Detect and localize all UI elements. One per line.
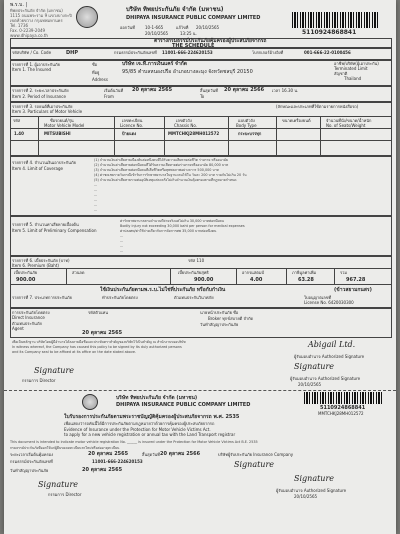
cert-title-th: ใบรับรองการประกันภัยตามพระราชบัญญัติคุ้มครองผู้ประสบภัยจากรถ พ.ศ. 2535 <box>64 414 240 420</box>
vehicle-label-en: Item 3. Particulars of Motor Vehicle <box>12 109 83 114</box>
signature-authorized-3: Signature <box>294 474 335 483</box>
print-date-1: 10-1-665 <box>145 25 164 30</box>
vehicle-note: (ลักษณะและประเภทที่ใช้ตามรายการหนังสือรถ) <box>276 104 359 109</box>
prem-val-total: 967.28 <box>346 277 366 283</box>
prem-col-stamp: อากรแสตมป์ <box>242 270 265 275</box>
print-date-3: 20/10/2565 <box>145 31 169 36</box>
premium-amount-text: ใช้เงินประกันภัยตามพ.ร.บ.ไม่ใช่ที่ประกันภัย หรือกับกำเงิน <box>100 287 226 293</box>
issue-label: วันทำสัญญาประกันภัย <box>200 322 239 327</box>
coverage-line-2: (2) จำนวนเงินค่าเสียหายต่อหนึ่งคนที่ได้รับความเสียหายต่อร่างกายหรืออนามัย 80,000 บาท <box>94 163 229 167</box>
coverage-line-7: ... <box>94 188 98 192</box>
top-note: พ.ร.บ. | <box>10 2 28 8</box>
sender-line-2: 1115 ถนนพระราม 9 แขวงบางกะปิ <box>10 13 72 18</box>
type-label: รายการที่ 7. ประเภทการประกันภัย <box>12 295 72 300</box>
prem-col-premium: เบี้ยประกันภัย <box>14 270 38 275</box>
col-seats-th: จำนวนที่นั่ง/ขนาด/น้ำหนัก <box>326 118 372 123</box>
receipt-company-th: บริษัท ทิพยประกันภัย จำกัด (มหาชน) <box>116 395 198 401</box>
prem-val-net: 900.00 <box>194 277 214 283</box>
policy-barcode <box>292 12 380 28</box>
prelim-label-en: Item 5. Limit of Preliminary Compensation <box>12 228 97 233</box>
cert-period-to: 20 ตุลาคม 2566 <box>160 451 201 457</box>
sender-line-1: ทิพยประกันภัย จำกัด (มหาชน) <box>10 8 63 13</box>
period-label-th: รายการที่ 2. ระยะเวลาประกันภัย <box>12 88 69 93</box>
col-body-en: Body Type <box>236 123 257 128</box>
cert-issue-label: วันทำสัญญาประกันภัย <box>10 468 49 473</box>
policy-no-value: 11001-666-224620153 <box>162 50 213 55</box>
receipt-barcode-number: 5110924868841 <box>320 405 366 411</box>
col-code: รหัส <box>13 118 21 123</box>
col-chassis-th: เลขตัวถัง <box>176 118 192 123</box>
sender-line-3: เขตห้วยขวาง กรุงเทพมหานคร <box>10 18 63 23</box>
prem-val-vat: 63.28 <box>298 277 314 283</box>
direct-label: การประกันภัยโดยตรง <box>12 310 50 315</box>
occupation-value: Terminated Limit <box>334 66 368 71</box>
receipt-company-en: DHIPAYA INSURANCE PUBLIC COMPANY LIMITED <box>116 402 251 408</box>
broker-name: Broker ทุกข์สบายดี จำกัด <box>208 316 254 321</box>
col-body-th: แบบตัวถัง <box>238 118 255 123</box>
col-plate-th: เลขทะเบียน <box>122 118 143 123</box>
coverage-line-5: (5) จำนวนเงินค่าเสียหายรวมต่ออุบัติเหตุแต่ละครั้งไม่เกินจำนวนเงินคุ้มครองตามที่กฎหมายกำหนด <box>94 178 237 182</box>
prelim-line-3: ค่าปลงศพ/ค่าใช้จ่ายเกี่ยวกับการจัดการศพ 35,000 บาทต่อหนึ่งคน <box>120 229 217 233</box>
prelim-line-2: Bodily injury not exceeding 30,000 baht per person for medical expenses <box>120 224 245 228</box>
insured-address-label-en: Address <box>92 77 108 82</box>
prem-col-vat: ภาษีมูลค่าเพิ่ม <box>292 270 317 275</box>
premium-amount-words: (ข้าวสยามกนสร) <box>334 287 372 293</box>
coverage-line-9: ... <box>94 198 98 202</box>
print-date-2: 20/10/2565 <box>196 25 220 30</box>
prelim-line-7: ... <box>120 249 124 253</box>
coverage-label-en: Item 4. Limit of Coverage <box>12 166 63 171</box>
authorized-date: 20/10/2565 <box>298 382 322 387</box>
cert-period-from: 20 ตุลาคม 2565 <box>88 451 129 457</box>
cert-issue-date: 20 ตุลาคม 2565 <box>82 467 123 473</box>
vehicle-chassis: MMTCHKJ28MH012572 <box>168 131 220 136</box>
col-model-en: Motor Vehicle Model <box>44 123 85 128</box>
direct-label-en: Direct Insurance <box>12 315 45 320</box>
prelim-line-1: ค่ารักษาพยาบาลตามจำนวนที่จ่ายจริงแต่ไม่เกิน 30,000 บาทต่อหนึ่งคน <box>120 219 224 223</box>
coverage-label-th: รายการที่ 4. จำนวนเงินเอาประกันภัย <box>12 160 76 165</box>
coverage-line-11: ... <box>94 208 98 212</box>
schedule-title-en: THE SCHEDULE <box>172 43 215 49</box>
nationality-value: Thailand <box>344 76 362 81</box>
prelim-label-th: รายการที่ 5. จำนวนค่าเสียหายเบื้องต้น <box>12 222 79 227</box>
cert-sub-en: to apply for a new vehicle registration or annual tax with the Land Transport registrar <box>64 432 236 437</box>
print-code: แก้ไขที่ <box>176 25 189 30</box>
vehicle-code: 1.40 <box>14 131 24 136</box>
coverage-line-4: (4) ค่าชดเชยรายวันกรณีเข้ารับการรักษาพยาบาลในฐานะคนไข้ใน วันละ 200 บาท รวมกันไม่เกิน 20 วัน <box>94 173 247 177</box>
vehicle-body: กระบะบรรทุก <box>238 131 262 136</box>
period-to-label-en: To <box>200 94 205 99</box>
director-label-1: กรรมการ Director <box>22 378 56 383</box>
print-label-1: ออกวันที่ <box>120 25 135 30</box>
code-value: DHP <box>66 50 78 56</box>
cert-policy-value: 11001-666-224620153 <box>92 459 143 464</box>
sender-line-6: www.dhipaya.co.th <box>10 33 48 38</box>
premium-label-en: Item 6. Premium (Baht) <box>12 263 59 268</box>
issue-date: 20 ตุลาคม 2565 <box>82 330 123 336</box>
signature-authorized-1: Abigail Ltd. <box>308 340 356 349</box>
authorized-label-2: ผู้รับมอบอำนาจ Authorized Signature <box>290 376 361 381</box>
policy-sheet <box>4 0 396 534</box>
col-model-th: ชื่อรถยนต์/รุ่น <box>50 118 74 123</box>
vehicle-model: MITSUBISHI <box>44 131 71 136</box>
coverage-line-6: ... <box>94 183 98 187</box>
sender-line-5: Fax. 0-2239-2049 <box>10 28 46 33</box>
period-time-label: เวลา 16.30 น. <box>272 88 299 93</box>
coverage-line-8: ... <box>94 193 98 197</box>
period-to-value: 20 ตุลาคม 2566 <box>224 87 265 93</box>
prem-val-premium: 900.00 <box>16 277 36 283</box>
prelim-line-6: ... <box>120 244 124 248</box>
authorized-label-3: ผู้รับมอบอำนาจ Authorized Signature <box>276 488 347 493</box>
premium-code: รหัส 110 <box>188 258 205 263</box>
type-option-2: ตัวแทนประกันวินาศภัย <box>174 295 214 300</box>
code-label: รหัสบริษัท / Co. Code <box>12 50 52 55</box>
vehicle-plate: ป้ายแดง <box>122 131 137 136</box>
license-no: License No. 6420030300 <box>304 300 354 305</box>
signature-director-1: Signature <box>34 366 75 375</box>
period-from-label-en: From <box>104 94 114 99</box>
cert-sub-th: เพื่อแสดงว่ารถคันนี้ได้มีการประกันภัยตามกฎหมายว่าด้วยการคุ้มครองผู้ประสบภัยจากรถ <box>64 421 215 426</box>
col-cc-th: ขนาดเครื่องยนต์ <box>282 118 311 123</box>
ref-label: โบรกเกอร์อ้างอิงที่ <box>252 50 284 55</box>
insured-label-en: Item 1. The Insured <box>12 67 52 72</box>
ref-value: 001-666-22-0100456 <box>304 50 351 55</box>
signature-authorized-2: Signature <box>294 362 335 371</box>
coverage-line-10: ... <box>94 203 98 207</box>
vehicle-label-th: รายการที่ 3. รถยนต์ที่เอาประกันภัย <box>12 104 73 109</box>
period-from-value: 20 ตุลาคม 2565 <box>132 87 173 93</box>
type-option-3: ใบอนุญาตเลขที่ <box>304 295 332 300</box>
company-logo-icon <box>76 6 98 28</box>
cert-policy-label: กรมธรรม์ประกันภัยเลขที่ <box>10 459 53 464</box>
prem-val-stamp: 4.00 <box>250 277 263 283</box>
period-to-label: สิ้นสุดวันที่ <box>200 88 218 93</box>
company-name-en: DHIPAYA INSURANCE PUBLIC COMPANY LIMITED <box>126 15 261 21</box>
cert-line-2: กรมธรรม์ประกันภัยที่ออกให้แก่ผู้ยื่นขอจดทะเบียนรถใหม่หรือต่ออายุทะเบียน <box>10 446 120 450</box>
policy-no-label: กรมธรรม์ประกันภัยเลขที่ <box>114 50 157 55</box>
col-plate-en: Licence No. <box>120 123 144 128</box>
signature-director-2: Signature <box>38 480 79 489</box>
prelim-line-4: ... <box>120 234 124 238</box>
agent-label: ตัวแทนประกันภัย <box>12 321 42 326</box>
authorized-label-1: ผู้รับมอบอำนาจ Authorized Signature <box>294 354 365 359</box>
insured-label-th: รายการที่ 1. ผู้เอาประกันภัย <box>12 62 60 67</box>
prem-col-total: รวม <box>340 270 348 275</box>
nationality-label: สัญชาติ <box>334 71 348 76</box>
cert-period-label: ระยะเวลาเริ่มต้นคุ้มครอง <box>10 452 54 457</box>
receipt-chassis: MMTCHKJ28MH012572 <box>318 411 364 416</box>
director-label-2: กรรมการ Director <box>48 492 82 497</box>
sender-line-4: Tel. 1736 <box>10 23 29 28</box>
witness-line-1: เพื่อเป็นหลักฐาน บริษัทโดยผู้มีอำนาจได้ลงลายมือชื่อและประทับตราสำคัญของบริษัทไว้เป็นสำคัญ ณ สำนักงานของบริษัท <box>12 340 186 344</box>
insured-address: 95/85 ตำบลหนองปรือ อำเภอบางละมุง จังหวัดชลบุรี 20150 <box>122 69 253 75</box>
witness-line-2: In witness whereof, the Company has caused this policy to be signed by its duly authorized persons <box>12 345 182 349</box>
prelim-line-5: ... <box>120 239 124 243</box>
cert-period-to-label: สิ้นสุดวันที่ <box>142 452 160 457</box>
period-label-en: Item 2. Period of Insurance <box>12 94 66 99</box>
type-option-1: ทำประกันภัยโดยตรง <box>102 295 138 300</box>
prem-col-net: เบี้ยประกันภัยสุทธิ <box>178 270 209 275</box>
cert-line-1: This document is intended to indicate motor vehicle registration No. ______ is insured under the Protection for Motor Vehicle Victims Act B.E. 2535 <box>10 440 258 444</box>
insured-name: บริษัท เจ.ที.การเงินแคร์ จำกัด <box>122 61 188 67</box>
signature-company: Signature <box>234 460 275 469</box>
coverage-line-1: (1) จำนวนเงินค่าเสียหายเบื้องต้นต่อหนึ่งคนที่ได้รับความเสียหายต่อชีวิต ร่างกาย หรืออนามัย <box>94 158 228 162</box>
broker-label: นายหน้าประกันภัย ชื่อ <box>200 310 239 315</box>
schedule-title-th: ตารางกรมธรรม์ประกันภัยคุ้มครองผู้ประสบภัยจากรถ <box>154 38 267 44</box>
period-from-label: เริ่มต้นวันที่ <box>104 88 124 93</box>
witness-line-3: and its Company seal to be affixed at its office on the date stated above. <box>12 350 137 354</box>
occupation-label: อาชีพ/บริษัท(ผู้เอาประกัน) <box>334 61 379 66</box>
col-chassis-en: Chassis No. <box>174 123 198 128</box>
cert-title-en: Evidence of Insurance under the Protection for Motor Vehicle Victims Act. <box>64 427 211 432</box>
barcode-number: 5110924868841 <box>302 29 357 36</box>
authorized-date-2: 20/10/2565 <box>294 494 318 499</box>
insured-address-label: ที่อยู่ <box>92 70 100 75</box>
col-seats-en: No. of Seats/Weight <box>326 123 366 128</box>
cert-company-label: บริษัทผู้รับประกันภัย Insurance Company <box>218 452 294 457</box>
coverage-line-3: (3) จำนวนเงินค่าเสียหายต่อหนึ่งคนที่เสียชีวิตหรือทุพพลภาพอย่างถาวร 500,000 บาท <box>94 168 219 172</box>
company-name-th: บริษัท ทิพยประกันภัย จำกัด (มหาชน) <box>126 6 224 13</box>
receipt-barcode <box>304 392 384 404</box>
premium-label-th: รายการที่ 6. เบี้ยประกันภัย (บาท) <box>12 258 70 263</box>
receipt-logo-icon <box>82 394 98 410</box>
print-time: 13:25 น. <box>180 31 197 36</box>
prem-col-discount: ส่วนลด <box>72 270 85 275</box>
insured-name-label: ชื่อ <box>92 62 98 67</box>
agent-code: รหัสตัวแทน <box>88 310 109 315</box>
agent-label-en: Agent <box>12 326 24 331</box>
